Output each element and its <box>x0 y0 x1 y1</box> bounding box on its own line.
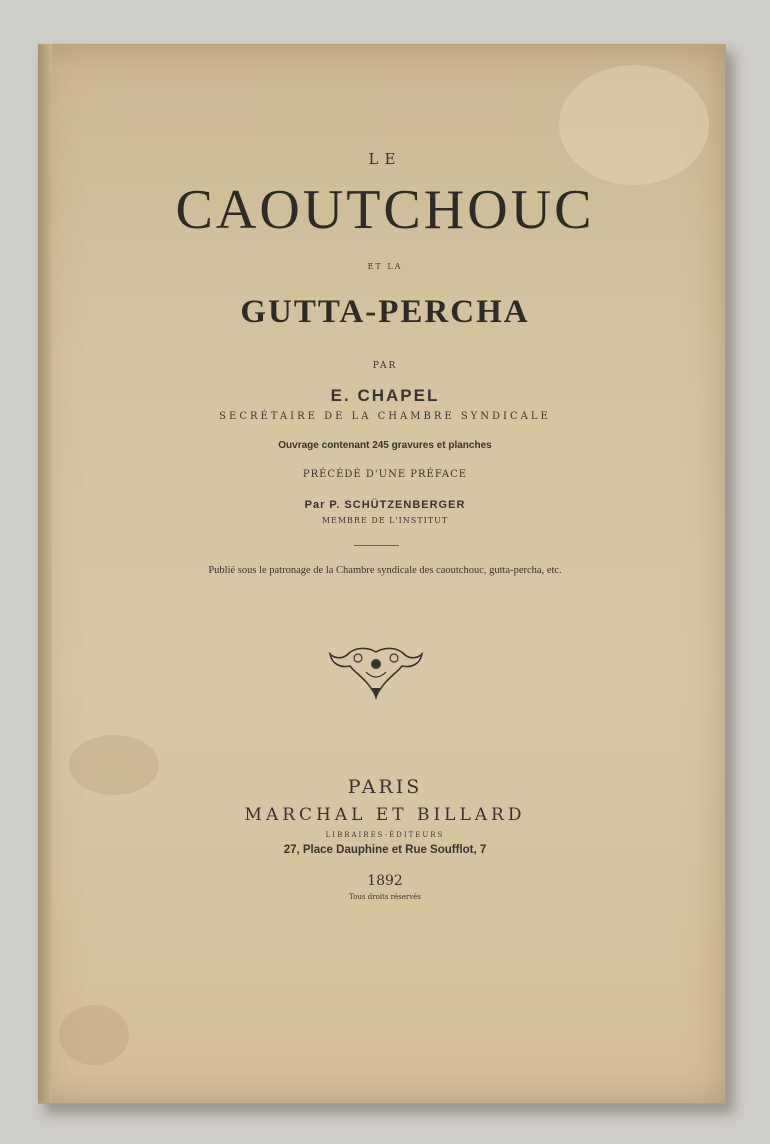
author-name: E. CHAPEL <box>330 386 440 405</box>
publication-city: PARIS <box>347 776 423 798</box>
divider-rule <box>354 545 399 546</box>
rights-note: Tous droits réservés <box>349 893 421 901</box>
preface-author: Par P. SCHÜTZENBERGER <box>304 499 466 511</box>
book-title: CAOUTCHOUC <box>175 179 595 241</box>
book-subtitle: GUTTA-PERCHA <box>240 294 530 330</box>
title-conjunction: ET LA <box>367 262 403 271</box>
title-article: LE <box>368 150 402 168</box>
work-note: Ouvrage contenant 245 gravures et planches <box>278 440 492 451</box>
fleuron-ornament <box>326 644 426 704</box>
by-line: PAR <box>372 361 398 371</box>
stain <box>59 1005 129 1065</box>
publisher-role: LIBRAIRES-ÉDITEURS <box>325 831 445 839</box>
preface-author-role: MEMBRE DE L'INSTITUT <box>321 516 449 525</box>
publisher-address: 27, Place Dauphine et Rue Soufflot, 7 <box>283 844 487 856</box>
patronage-note: Publié sous le patronage de la Chambre syndicale des caoutchouc, gutta-percha, etc. <box>208 565 562 576</box>
publication-year: 1892 <box>367 873 403 889</box>
author-role: SECRÉTAIRE DE LA CHAMBRE SYNDICALE <box>219 411 551 422</box>
publisher-name: MARCHAL ET BILLARD <box>244 805 526 825</box>
preface-note: PRÉCÉDÉ D'UNE PRÉFACE <box>302 469 468 480</box>
